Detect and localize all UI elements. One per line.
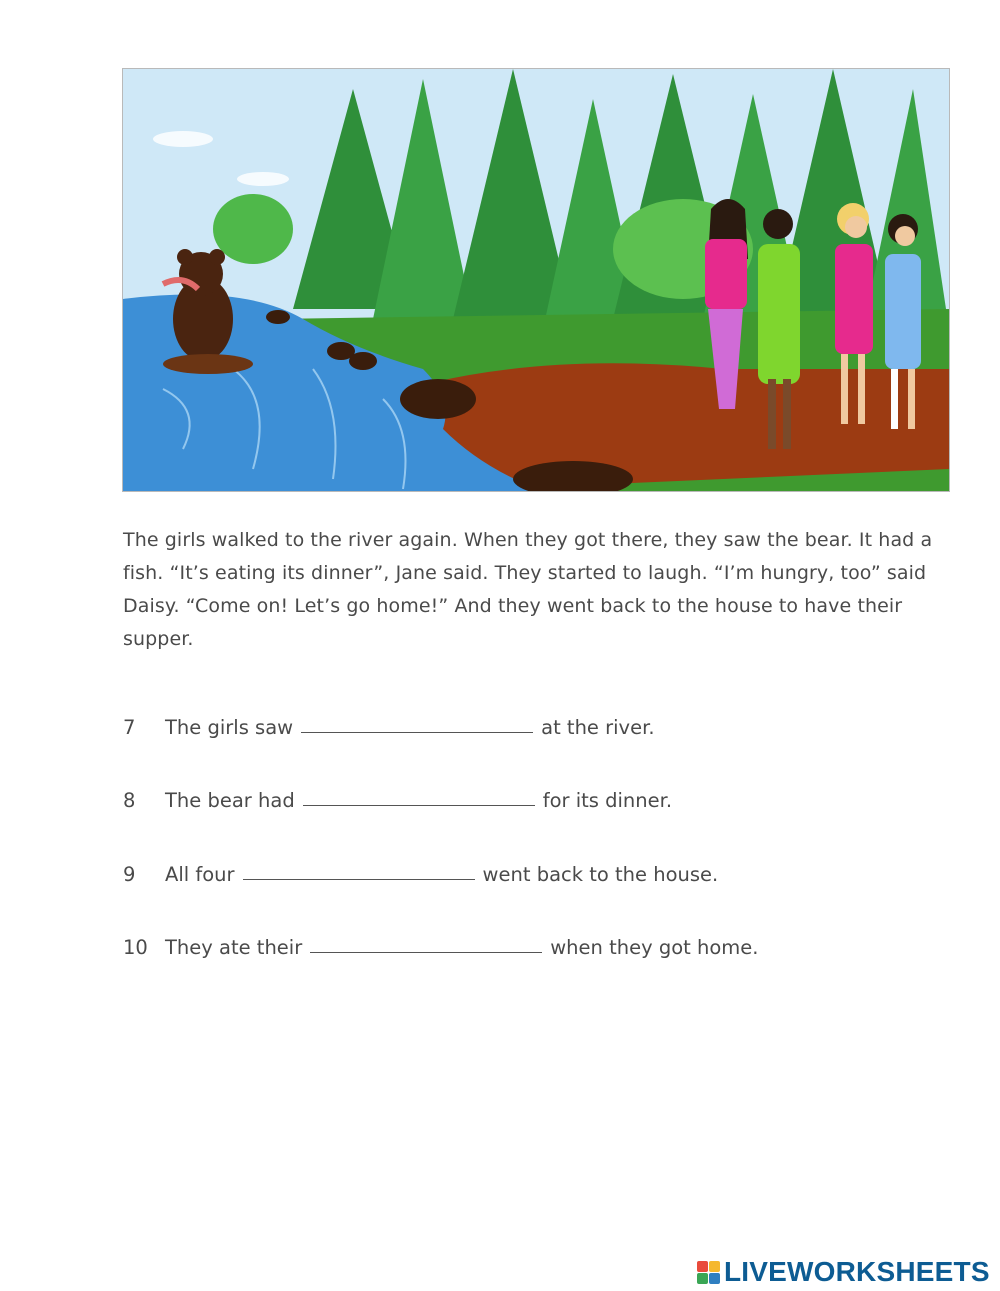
- liveworksheets-logo[interactable]: [697, 1255, 990, 1289]
- bear-river-girls-image: [123, 69, 949, 491]
- answer-blank-8[interactable]: [303, 804, 535, 806]
- question-number: 9: [123, 863, 136, 886]
- question-text-before: They ate their: [165, 936, 303, 959]
- question-number: 7: [123, 716, 136, 739]
- question-text-before: All four: [165, 863, 235, 886]
- question-number: 10: [123, 936, 148, 959]
- question-8: [123, 789, 672, 812]
- question-text-after: for its dinner.: [542, 789, 673, 812]
- question-text-after: at the river.: [541, 716, 655, 739]
- story-illustration: [122, 68, 950, 492]
- answer-blank-9[interactable]: [243, 878, 475, 880]
- question-text-before: The bear had: [165, 789, 295, 812]
- question-text-after: went back to the house.: [482, 863, 719, 886]
- question-text-after: when they got home.: [550, 936, 759, 959]
- answer-blank-7[interactable]: [301, 731, 533, 733]
- story-paragraph: The girls walked to the river again. When they got there, they saw the bear. It had a fish. “It’s eating its dinner”, Jane said. They started to laugh. “I’m hungry, too” said Daisy. “Come on! Let’s go home!” And they went back to the house to have their supper.: [123, 529, 933, 650]
- question-9: [123, 863, 718, 886]
- question-number: 8: [123, 789, 136, 812]
- question-7: [123, 716, 655, 739]
- question-10: [123, 936, 758, 959]
- answer-blank-10[interactable]: [310, 951, 542, 953]
- logo-text: LIVEWORKSHEETS: [724, 1256, 990, 1287]
- question-text-before: The girls saw: [165, 716, 294, 739]
- logo-blocks-icon: [697, 1261, 720, 1284]
